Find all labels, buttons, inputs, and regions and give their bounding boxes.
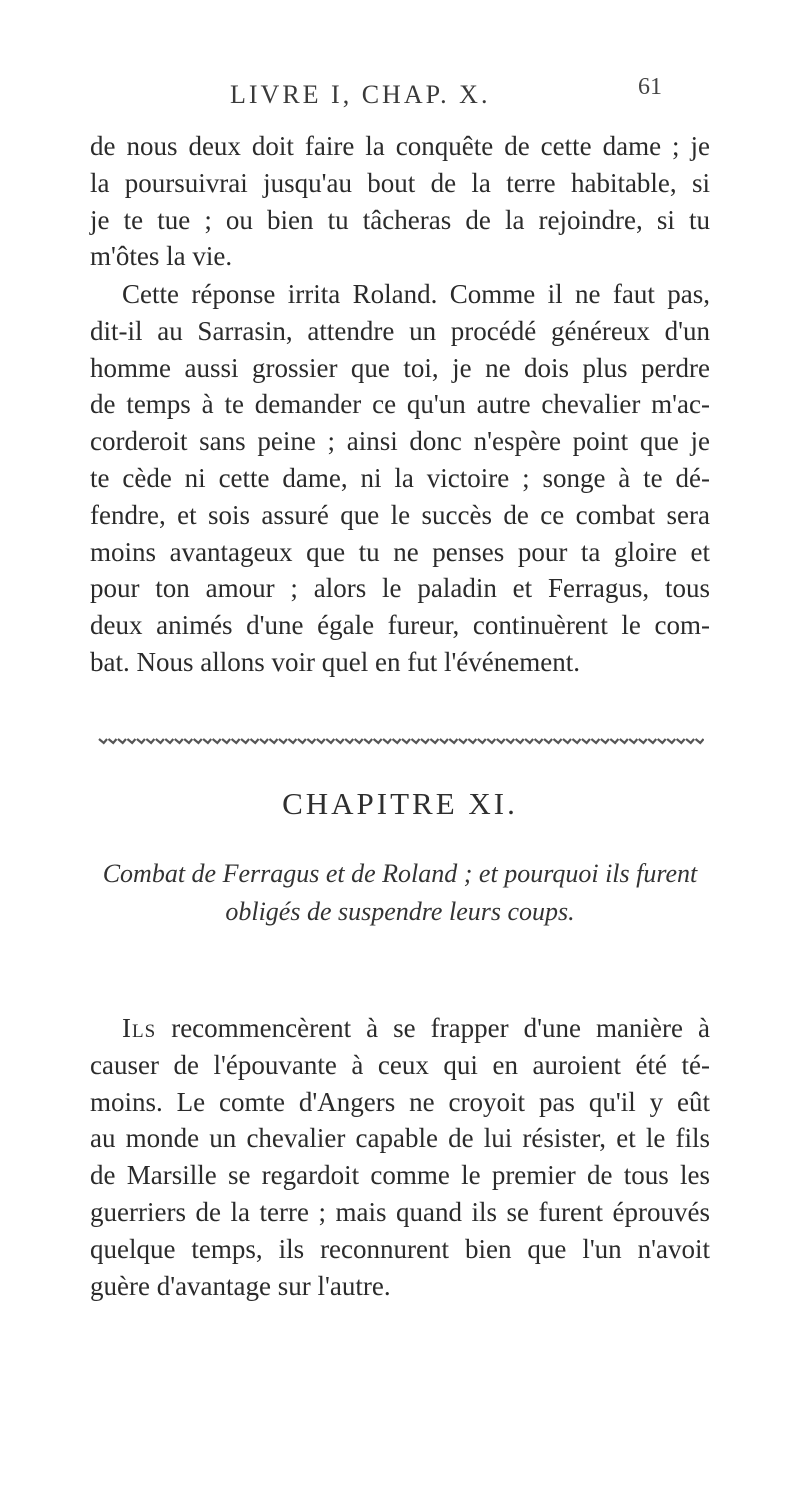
ornament-dash	[554, 739, 562, 743]
ornament-dash	[241, 739, 249, 743]
ornament-dash	[421, 739, 429, 743]
ornament-dash	[411, 739, 419, 743]
ornament-dash	[345, 739, 353, 743]
text-line: guerriers de la terre ; mais quand ils se furent éprouvés	[90, 1196, 710, 1227]
ornament-dash	[146, 739, 154, 743]
ornament-dash	[535, 739, 543, 743]
ornament-dash	[269, 739, 277, 743]
ornament-dash	[430, 739, 438, 743]
text-line: je te tue ; ou bien tu tâcheras de la rejoindre, si tu	[90, 204, 710, 235]
ornament-dash	[563, 739, 571, 743]
text-line: bat. Nous allons voir quel en fut l'événement.	[90, 646, 580, 677]
ornament-dash	[440, 739, 448, 743]
ornament-dash	[137, 739, 145, 743]
text-line: causer de l'épouvante à ceux qui en auroient été té-	[90, 1049, 710, 1080]
ornament-dash	[118, 739, 126, 743]
text-line	[90, 1010, 710, 1047]
ornament-dash	[639, 739, 647, 743]
ornament-dash	[667, 739, 675, 743]
text-line: de Marsille se regardoit comme le premier de tous les	[90, 1160, 710, 1191]
ornament-dash	[127, 739, 135, 743]
ornament-dash	[468, 739, 476, 743]
ornament-dash	[288, 739, 296, 743]
ornament-dash	[516, 739, 524, 743]
ornament-dash	[213, 739, 221, 743]
ornament-dash	[156, 739, 164, 743]
text-line: deux animés d'une égale fureur, continuèrent le com-	[90, 610, 710, 641]
text-line: te cède ni cette dame, ni la victoire ; songe à te dé-	[90, 462, 710, 493]
text-line: homme aussi grossier que toi, je ne dois plus perdre	[90, 352, 710, 383]
text-line: quelque temps, ils reconnurent bien que l'un n'avoit	[90, 1233, 710, 1264]
ornament-dash	[108, 739, 116, 743]
text-line: moins. Le comte d'Angers ne croyoit pas qu'il y eût	[90, 1086, 710, 1117]
chapter-summary-line: obligés de suspendre leurs coups.	[225, 897, 575, 926]
ornament-dash	[610, 739, 618, 743]
ornament-dash	[478, 739, 486, 743]
ornament-dash	[459, 739, 467, 743]
text-line: dit-il au Sarrasin, attendre un procédé généreux d'un	[90, 315, 710, 346]
ornament-dash	[99, 739, 107, 743]
ornament-dash	[487, 739, 495, 743]
ornament-dash	[620, 739, 628, 743]
ornament-dash	[165, 739, 173, 743]
text-line: la poursuivrai jusqu'au bout de la terre habitable, si	[90, 167, 710, 198]
ornament-dash	[355, 739, 363, 743]
ornament-dash	[336, 739, 344, 743]
text-line: guère d'avantage sur l'autre.	[90, 1270, 391, 1301]
ornament-dash	[383, 739, 391, 743]
text-line-rest: recommencèrent à se frapper d'une manière à	[156, 1013, 710, 1043]
ornament-dash	[374, 739, 382, 743]
text-line: au monde un chevalier capable de lui résister, et le fils	[90, 1123, 710, 1154]
text-line: Cette réponse irrita Roland. Comme il ne faut pas,	[122, 279, 710, 309]
ornament-dash	[364, 739, 372, 743]
decorative-rule	[98, 734, 704, 748]
text-line: moins avantageux que tu ne penses pour ta gloire et	[90, 536, 710, 567]
ornament-dash	[629, 739, 637, 743]
ornament-dash	[544, 739, 552, 743]
ornament-dash	[298, 739, 306, 743]
ornament-dash	[686, 739, 694, 743]
chapter-title: CHAPITRE XI.	[282, 786, 518, 821]
ornament-dash	[525, 739, 533, 743]
ornament-dash	[203, 739, 211, 743]
ornament-dash	[184, 739, 192, 743]
ornament-dash	[582, 739, 590, 743]
paragraph-reponse	[90, 276, 710, 681]
ornament-dash	[506, 739, 514, 743]
ornament-dash	[393, 739, 401, 743]
ornament-dash	[658, 739, 666, 743]
ornament-dash	[402, 739, 410, 743]
ornament-dash	[601, 739, 609, 743]
text-line: de temps à te demander ce qu'un autre chevalier m'ac-	[90, 389, 710, 420]
page-number: 61	[638, 74, 662, 100]
text-line: corderoit sans peine ; ainsi donc n'espère point que je	[90, 426, 710, 457]
paragraph-combat	[90, 1010, 710, 1304]
drop-lead-word: Ils	[122, 1013, 157, 1043]
running-head: LIVRE I, CHAP. X.	[230, 80, 491, 109]
ornament-dash	[696, 739, 704, 743]
ornament-dash	[194, 739, 202, 743]
chapter-summary-line: Combat de Ferragus et de Roland ; et pourquoi ils furent	[102, 859, 698, 888]
ornament-dash	[326, 739, 334, 743]
text-line: pour ton amour ; alors le paladin et Ferragus, tous	[90, 573, 710, 604]
ornament-dash	[175, 739, 183, 743]
ornament-dash	[497, 739, 505, 743]
ornament-dash	[232, 739, 240, 743]
ornament-dash	[317, 739, 325, 743]
ornament-dash	[648, 739, 656, 743]
text-line: de nous deux doit faire la conquête de cette dame ; je	[90, 131, 710, 161]
paragraph-continued	[90, 128, 710, 275]
ornament-dash	[260, 739, 268, 743]
text-line: fendre, et sois assuré que le succès de ce combat sera	[90, 499, 710, 530]
ornament-dash	[572, 739, 580, 743]
text-line: m'ôtes la vie.	[90, 241, 233, 272]
ornament-dash	[251, 739, 259, 743]
chapter-summary	[80, 855, 720, 931]
ornament-dash	[222, 739, 230, 743]
ornament-dash	[279, 739, 287, 743]
ornament-dash	[449, 739, 457, 743]
ornament-dash	[677, 739, 685, 743]
ornament-dash	[307, 739, 315, 743]
ornament-dash	[591, 739, 599, 743]
